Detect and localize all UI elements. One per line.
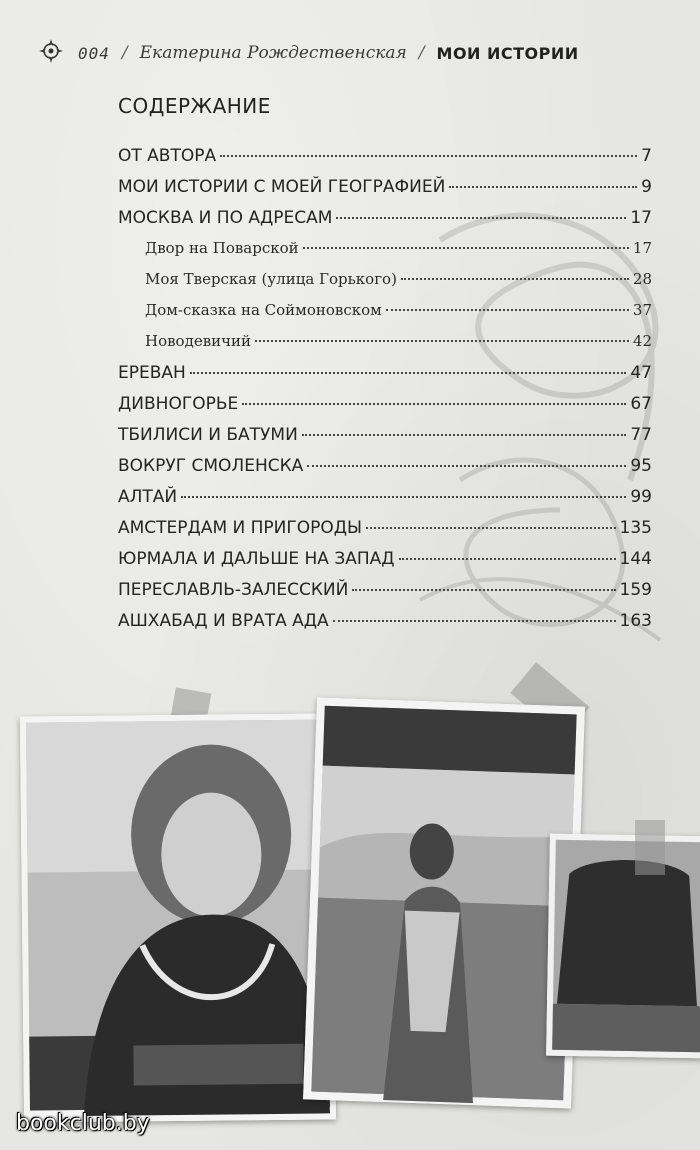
dot-leader: [302, 433, 627, 436]
dot-leader: [401, 277, 629, 280]
toc-entry-page: 77: [630, 425, 652, 445]
toc-entry-page: 135: [619, 518, 652, 538]
toc-entry-title: ЕРЕВАН: [118, 363, 186, 383]
toc-entry: [118, 270, 652, 301]
photo-bell: [546, 834, 700, 1059]
toc-entry-title: ЮРМАЛА И ДАЛЬШЕ НА ЗАПАД: [118, 549, 395, 569]
running-header: [38, 38, 640, 68]
dot-leader: [352, 588, 615, 591]
toc-entry-page: 9: [641, 177, 652, 197]
toc-entry: [118, 363, 652, 394]
book-title: МОИ ИСТОРИИ: [436, 43, 579, 63]
dot-leader: [242, 402, 626, 405]
dot-leader: [303, 246, 629, 249]
toc-entry-title: Новодевичий: [145, 332, 252, 350]
dot-leader: [307, 464, 626, 467]
toc-entry: [118, 456, 652, 487]
toc-entry-page: 67: [630, 394, 652, 414]
toc-heading: СОДЕРЖАНИЕ: [118, 94, 271, 118]
toc-entry: [118, 239, 652, 270]
dot-leader: [255, 339, 629, 342]
toc-entry: [118, 518, 652, 549]
toc-entry-title: ДИВНОГОРЬЕ: [118, 394, 239, 414]
toc-entry: [118, 611, 652, 642]
author-name: Екатерина Рождественская: [139, 43, 407, 63]
toc-entry: [118, 301, 652, 332]
toc-entry: [118, 425, 652, 456]
toc-entry-page: 17: [630, 208, 652, 228]
site-watermark: bookclub.by: [16, 1111, 150, 1136]
toc-entry-title: ОТ АВТОРА: [118, 146, 217, 166]
toc-entry-title: Дом-сказка на Соймоновском: [145, 301, 382, 319]
toc-entry-page: 7: [641, 146, 652, 166]
toc-entry-page: 28: [632, 270, 652, 288]
dot-leader: [190, 371, 627, 374]
toc-entry-title: МОСКВА И ПО АДРЕСАМ: [118, 208, 333, 228]
compass-icon: [38, 38, 78, 69]
dot-leader: [181, 495, 626, 498]
toc-entry: [118, 146, 652, 177]
toc-entry: [118, 208, 652, 239]
dot-leader: [449, 185, 637, 188]
toc-entry-page: 99: [630, 487, 652, 507]
dot-leader: [386, 308, 629, 311]
toc-entry: [118, 394, 652, 425]
toc-entry-title: Двор на Поварской: [145, 239, 299, 257]
photo-author-landscape: [303, 697, 585, 1108]
toc-entry-title: АЛТАЙ: [118, 487, 178, 507]
toc-entry-page: 42: [632, 332, 652, 350]
toc-entry: [118, 332, 652, 363]
header-separator: /: [121, 43, 128, 63]
toc-entry-page: 144: [619, 549, 652, 569]
toc-entry-title: Моя Тверская (улица Горького): [145, 270, 397, 288]
toc-entry-title: АШХАБАД И ВРАТА АДА: [118, 611, 329, 631]
page-number: 004: [78, 43, 110, 63]
tape-strip: [635, 820, 665, 875]
table-of-contents: [118, 146, 652, 642]
toc-entry-title: МОИ ИСТОРИИ С МОЕЙ ГЕОГРАФИЕЙ: [118, 177, 446, 197]
toc-entry-page: 95: [630, 456, 652, 476]
toc-entry-title: ПЕРЕСЛАВЛЬ-ЗАЛЕССКИЙ: [118, 580, 349, 600]
toc-entry: [118, 580, 652, 611]
toc-entry-page: 163: [619, 611, 652, 631]
toc-entry: [118, 487, 652, 518]
toc-entry-title: ТБИЛИСИ И БАТУМИ: [118, 425, 298, 445]
dot-leader: [336, 216, 626, 219]
toc-entry-page: 37: [632, 301, 652, 319]
dot-leader: [399, 557, 616, 560]
dot-leader: [366, 526, 615, 529]
header-separator: /: [418, 43, 425, 63]
dot-leader: [220, 154, 637, 157]
toc-entry: [118, 177, 652, 208]
toc-entry-page: 47: [630, 363, 652, 383]
dot-leader: [333, 619, 616, 622]
toc-entry-page: 17: [632, 239, 652, 257]
toc-entry-title: АМСТЕРДАМ И ПРИГОРОДЫ: [118, 518, 363, 538]
toc-entry-page: 159: [619, 580, 652, 600]
toc-entry-title: ВОКРУГ СМОЛЕНСКА: [118, 456, 304, 476]
toc-entry: [118, 549, 652, 580]
photo-author-portrait: [20, 713, 336, 1122]
